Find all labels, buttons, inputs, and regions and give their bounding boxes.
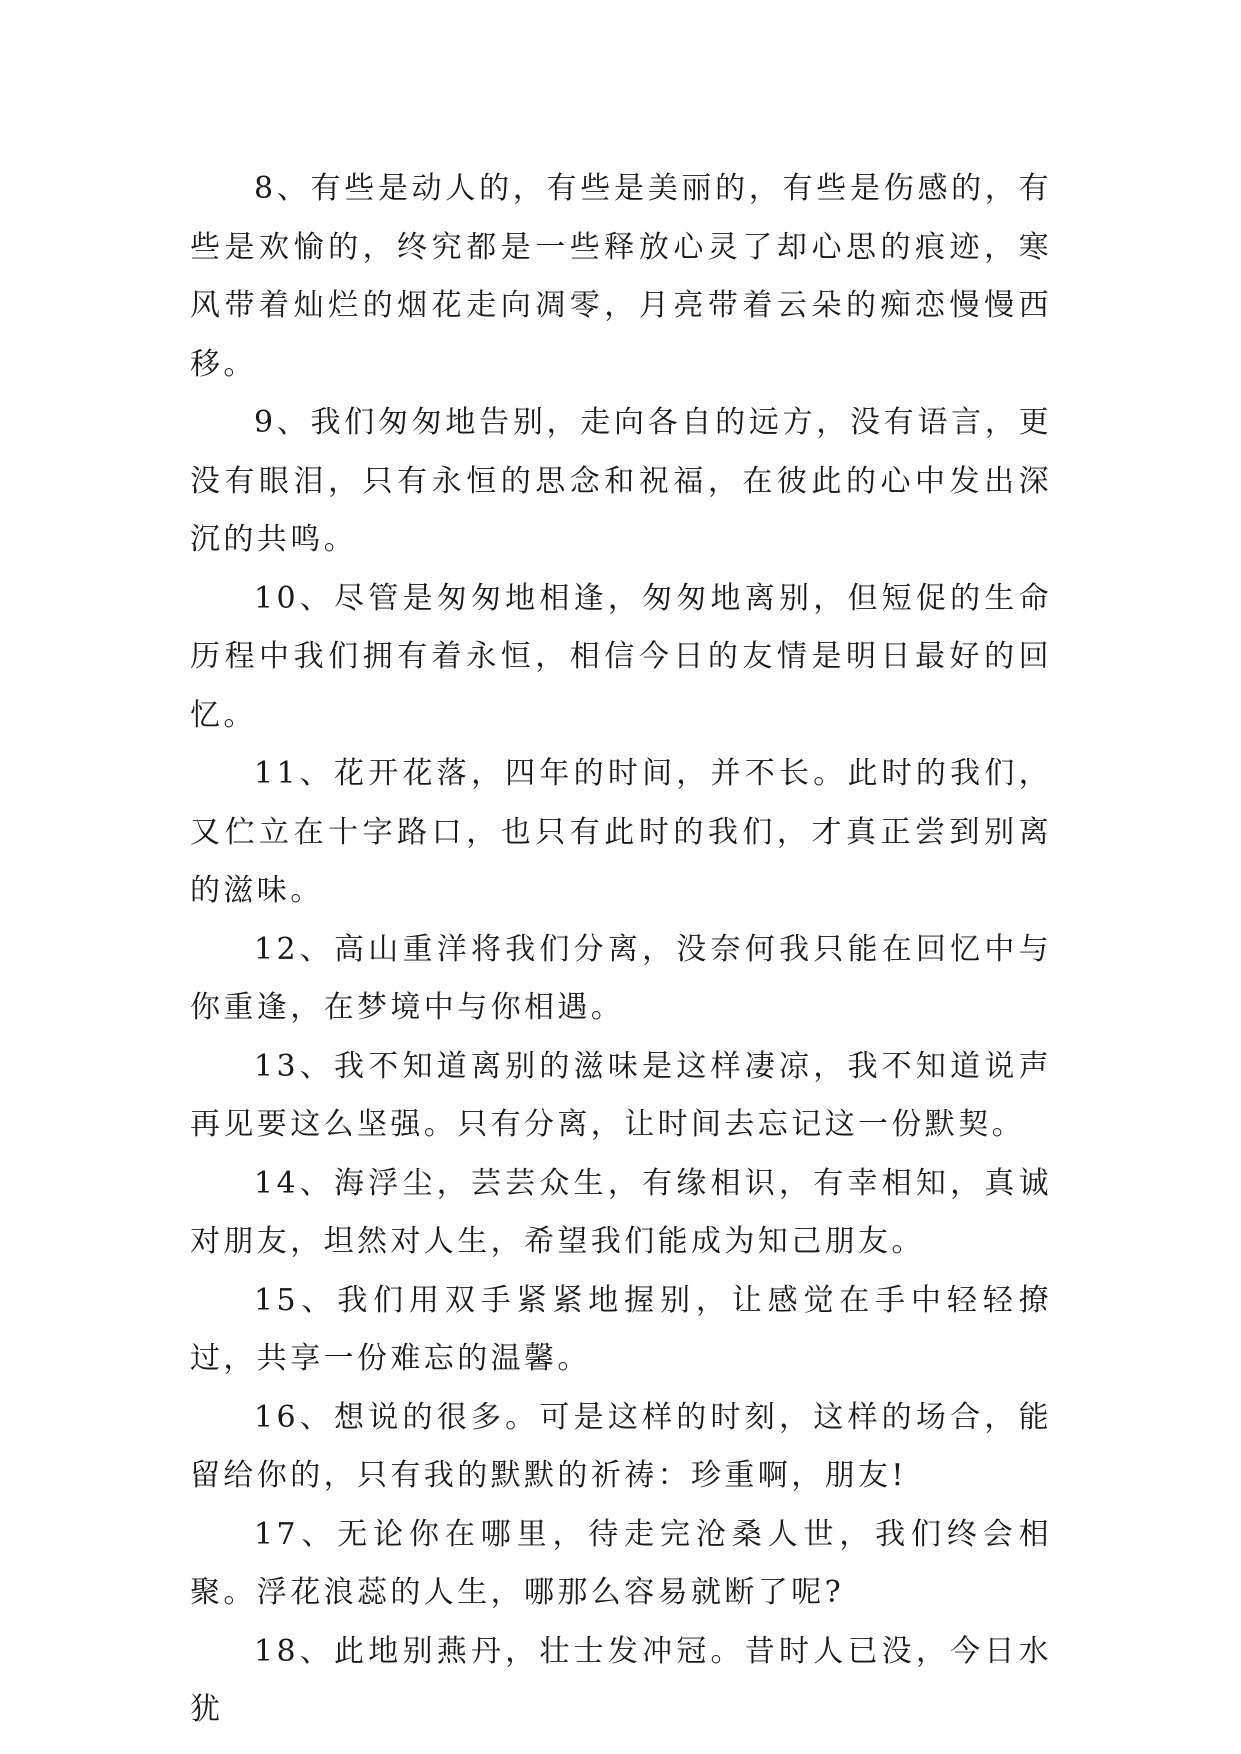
paragraph-18: 18、此地别燕丹，壮士发冲冠。昔时人已没，今日水犹 [190,1633,1052,1727]
paragraph-11: 11、花开花落，四年的时间，并不长。此时的我们，又伫立在十字路口，也只有此时的我们，才真正尝到别离的滋味。 [190,756,1052,908]
paragraph-10: 10、尽管是匆匆地相逢，匆匆地离别，但短促的生命历程中我们拥有着永恒，相信今日的友情是明日最好的回忆。 [190,580,1052,733]
paragraph-15: 15、我们用双手紧紧地握别，让感觉在手中轻轻撩过，共享一份难忘的温馨。 [190,1282,1052,1376]
paragraph-16: 16、想说的很多。可是这样的时刻，这样的场合，能留给你的，只有我的默默的祈祷：珍重啊，朋友! [190,1399,1052,1493]
paragraph-12: 12、高山重洋将我们分离，没奈何我只能在回忆中与你重逢，在梦境中与你相遇。 [190,931,1052,1025]
paragraph-8: 8、有些是动人的，有些是美丽的，有些是伤感的，有些是欢愉的，终究都是一些释放心灵了却心思的痕迹，寒风带着灿烂的烟花走向凋零，月亮带着云朵的痴恋慢慢西移。 [190,171,1052,382]
paragraph-14: 14、海浮尘，芸芸众生，有缘相识，有幸相知，真诚对朋友，坦然对人生，希望我们能成为知己朋友。 [190,1165,1052,1259]
paragraph-13: 13、我不知道离别的滋味是这样凄凉，我不知道说声再见要这么坚强。只有分离，让时间去忘记这一份默契。 [190,1048,1052,1142]
paragraph-17: 17、无论你在哪里，待走完沧桑人世，我们终会相聚。浮花浪蕊的人生，哪那么容易就断了呢? [190,1516,1052,1610]
text-body [190,160,1052,1740]
paragraph-9: 9、我们匆匆地告别，走向各自的远方，没有语言，更没有眼泪，只有永恒的思念和祝福，在彼此的心中发出深沉的共鸣。 [190,405,1052,557]
